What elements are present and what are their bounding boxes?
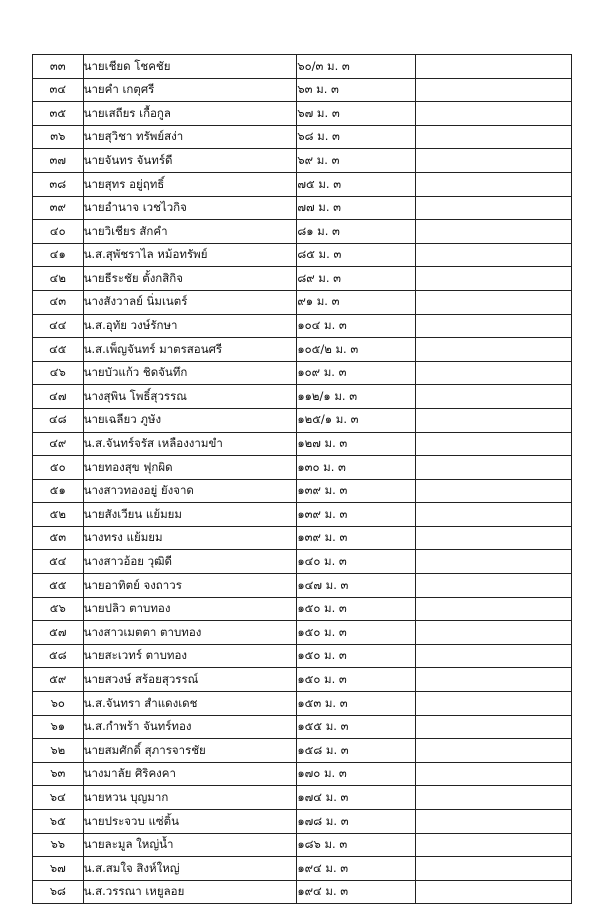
person-name: นายบัวแก้ว ชิดจันทึก (83, 361, 297, 385)
table-row (33, 314, 572, 338)
house-address: ๑๓๐ ม. ๓ (297, 456, 416, 480)
person-name: นายสะเวทร์ ตาบทอง (83, 644, 297, 668)
table-row (33, 574, 572, 598)
house-address: ๑๔๐ ม. ๓ (297, 550, 416, 574)
house-address: ๑๘๖ ม. ๓ (297, 833, 416, 857)
house-address: ๘๑ ม. ๓ (297, 220, 416, 244)
person-name: น.ส.อุทัย วงษ์รักษา (83, 314, 297, 338)
person-name: นายสวงษ์ สร้อยสุวรรณ์ (83, 668, 297, 692)
blank-cell (416, 668, 572, 692)
table-row (33, 550, 572, 574)
table-row (33, 668, 572, 692)
table-row (33, 243, 572, 267)
blank-cell (416, 196, 572, 220)
table-row (33, 290, 572, 314)
row-number: ๔๘ (33, 408, 84, 432)
person-name: นางทรง แย้มยม (83, 526, 297, 550)
house-address: ๑๕๓ ม. ๓ (297, 692, 416, 716)
house-address: ๑๕๐ ม. ๓ (297, 668, 416, 692)
blank-cell (416, 243, 572, 267)
roster-body (33, 55, 572, 904)
house-address: ๑๓๙ ม. ๓ (297, 479, 416, 503)
table-row (33, 833, 572, 857)
blank-cell (416, 692, 572, 716)
row-number: ๓๔ (33, 78, 84, 102)
person-name: นายอำนาจ เวชไวกิจ (83, 196, 297, 220)
person-name: นายธีระชัย ตั้งกสิกิจ (83, 267, 297, 291)
row-number: ๕๙ (33, 668, 84, 692)
table-row (33, 644, 572, 668)
row-number: ๔๑ (33, 243, 84, 267)
house-address: ๑๕๐ ม. ๓ (297, 621, 416, 645)
house-address: ๘๕ ม. ๓ (297, 243, 416, 267)
blank-cell (416, 220, 572, 244)
blank-cell (416, 810, 572, 834)
person-name: นายวิเชียร สักคำ (83, 220, 297, 244)
blank-cell (416, 762, 572, 786)
row-number: ๔๕ (33, 338, 84, 362)
person-name: น.ส.กำพร้า จันทร์ทอง (83, 715, 297, 739)
table-row (33, 220, 572, 244)
person-name: น.ส.จันทร์จรัส เหลืองงามขำ (83, 432, 297, 456)
blank-cell (416, 361, 572, 385)
blank-cell (416, 149, 572, 173)
blank-cell (416, 125, 572, 149)
row-number: ๕๓ (33, 526, 84, 550)
row-number: ๕๘ (33, 644, 84, 668)
blank-cell (416, 857, 572, 881)
person-name: นายปลิว ตาบทอง (83, 597, 297, 621)
table-row (33, 172, 572, 196)
row-number: ๕๖ (33, 597, 84, 621)
table-row (33, 55, 572, 79)
person-name: นายละมูล ใหญ่น้ำ (83, 833, 297, 857)
person-name: น.ส.วรรณา เหยูลอย (83, 880, 297, 904)
person-name: นายประจวบ แซ่ติ้น (83, 810, 297, 834)
person-name: น.ส.จันทรา สำแดงเดช (83, 692, 297, 716)
row-number: ๖๗ (33, 857, 84, 881)
house-address: ๑๒๗ ม. ๓ (297, 432, 416, 456)
table-row (33, 385, 572, 409)
blank-cell (416, 715, 572, 739)
house-address: ๑๗๔ ม. ๓ (297, 786, 416, 810)
person-name: นายคำ เกตุศรี (83, 78, 297, 102)
person-name: นางสาวทองอยู่ ยังจาด (83, 479, 297, 503)
person-name: น.ส.เพ็ญจันทร์ มาตรสอนศรี (83, 338, 297, 362)
person-name: นางสุพิน โพธิ์สุวรรณ (83, 385, 297, 409)
table-row (33, 739, 572, 763)
blank-cell (416, 479, 572, 503)
house-address: ๙๑ ม. ๓ (297, 290, 416, 314)
person-name: นายเสถียร เกื้อกูล (83, 102, 297, 126)
house-address: ๑๗๘ ม. ๓ (297, 810, 416, 834)
person-name: นายสมศักดิ์ สุภารจารชัย (83, 739, 297, 763)
house-address: ๘๙ ม. ๓ (297, 267, 416, 291)
house-address: ๑๒๕/๑ ม. ๓ (297, 408, 416, 432)
person-name: นายจันทร จันทร์ดี (83, 149, 297, 173)
blank-cell (416, 597, 572, 621)
row-number: ๕๔ (33, 550, 84, 574)
person-name: นายทองสุข ฟุกผิด (83, 456, 297, 480)
blank-cell (416, 550, 572, 574)
person-name: นางสังวาลย์ นิ่มเนตร์ (83, 290, 297, 314)
row-number: ๔๐ (33, 220, 84, 244)
blank-cell (416, 526, 572, 550)
table-row (33, 408, 572, 432)
house-address: ๑๔๗ ม. ๓ (297, 574, 416, 598)
blank-cell (416, 739, 572, 763)
table-row (33, 361, 572, 385)
table-row (33, 692, 572, 716)
person-name: นางสาวเมตตา ตาบทอง (83, 621, 297, 645)
table-row (33, 762, 572, 786)
blank-cell (416, 574, 572, 598)
blank-cell (416, 385, 572, 409)
row-number: ๖๒ (33, 739, 84, 763)
blank-cell (416, 338, 572, 362)
house-address: ๑๑๒/๑ ม. ๓ (297, 385, 416, 409)
person-name: นายสุทร อยู่ฤทธิ์ (83, 172, 297, 196)
house-address: ๑๕๐ ม. ๓ (297, 597, 416, 621)
person-name: นางสาวอ้อย วุฒิดี (83, 550, 297, 574)
table-row (33, 102, 572, 126)
person-name: นายเฉลียว ภูษัง (83, 408, 297, 432)
blank-cell (416, 290, 572, 314)
house-address: ๑๓๙ ม. ๓ (297, 526, 416, 550)
person-name: น.ส.สุพัชราไล หม้อทรัพย์ (83, 243, 297, 267)
person-name: นางมาลัย ศิริคงคา (83, 762, 297, 786)
person-name: นายหวน บุญมาก (83, 786, 297, 810)
house-address: ๑๗๐ ม. ๓ (297, 762, 416, 786)
house-address: ๖๓ ม. ๓ (297, 78, 416, 102)
table-row (33, 597, 572, 621)
blank-cell (416, 456, 572, 480)
row-number: ๕๒ (33, 503, 84, 527)
blank-cell (416, 432, 572, 456)
row-number: ๕๑ (33, 479, 84, 503)
table-row (33, 479, 572, 503)
row-number: ๕๕ (33, 574, 84, 598)
blank-cell (416, 78, 572, 102)
person-name: น.ส.สมใจ สิงห์ใหญ่ (83, 857, 297, 881)
row-number: ๕๗ (33, 621, 84, 645)
row-number: ๓๓ (33, 55, 84, 79)
person-name: นายสุวิชา ทรัพย์สง่า (83, 125, 297, 149)
table-row (33, 880, 572, 904)
house-address: ๑๕๕ ม. ๓ (297, 715, 416, 739)
blank-cell (416, 833, 572, 857)
row-number: ๔๙ (33, 432, 84, 456)
row-number: ๔๒ (33, 267, 84, 291)
house-address: ๑๐๙ ม. ๓ (297, 361, 416, 385)
row-number: ๓๖ (33, 125, 84, 149)
table-row (33, 786, 572, 810)
house-address: ๖๗ ม. ๓ (297, 102, 416, 126)
table-row (33, 456, 572, 480)
row-number: ๖๐ (33, 692, 84, 716)
row-number: ๖๓ (33, 762, 84, 786)
table-row (33, 810, 572, 834)
row-number: ๓๙ (33, 196, 84, 220)
house-address: ๖๙ ม. ๓ (297, 149, 416, 173)
table-row (33, 715, 572, 739)
table-row (33, 857, 572, 881)
table-row (33, 267, 572, 291)
blank-cell (416, 644, 572, 668)
blank-cell (416, 55, 572, 79)
row-number: ๖๖ (33, 833, 84, 857)
blank-cell (416, 267, 572, 291)
house-address: ๖๐/๓ ม. ๓ (297, 55, 416, 79)
blank-cell (416, 503, 572, 527)
blank-cell (416, 786, 572, 810)
house-address: ๑๕๐ ม. ๓ (297, 644, 416, 668)
house-address: ๑๕๘ ม. ๓ (297, 739, 416, 763)
table-row (33, 621, 572, 645)
table-row (33, 78, 572, 102)
row-number: ๔๔ (33, 314, 84, 338)
house-address: ๗๕ ม. ๓ (297, 172, 416, 196)
roster-table (32, 54, 572, 904)
row-number: ๓๗ (33, 149, 84, 173)
blank-cell (416, 102, 572, 126)
house-address: ๑๙๔ ม. ๓ (297, 880, 416, 904)
table-row (33, 432, 572, 456)
table-row (33, 503, 572, 527)
row-number: ๖๑ (33, 715, 84, 739)
blank-cell (416, 314, 572, 338)
person-name: นายอาทิตย์ จงถาวร (83, 574, 297, 598)
row-number: ๖๔ (33, 786, 84, 810)
house-address: ๗๗ ม. ๓ (297, 196, 416, 220)
row-number: ๔๖ (33, 361, 84, 385)
table-row (33, 526, 572, 550)
house-address: ๖๘ ม. ๓ (297, 125, 416, 149)
row-number: ๕๐ (33, 456, 84, 480)
table-row (33, 338, 572, 362)
blank-cell (416, 880, 572, 904)
row-number: ๔๗ (33, 385, 84, 409)
blank-cell (416, 172, 572, 196)
row-number: ๓๕ (33, 102, 84, 126)
row-number: ๓๘ (33, 172, 84, 196)
table-row (33, 149, 572, 173)
person-name: นายสังเวียน แย้มยม (83, 503, 297, 527)
row-number: ๔๓ (33, 290, 84, 314)
house-address: ๑๙๔ ม. ๓ (297, 857, 416, 881)
house-address: ๑๐๕/๒ ม. ๓ (297, 338, 416, 362)
blank-cell (416, 408, 572, 432)
table-row (33, 125, 572, 149)
person-name: นายเชียด โชคชัย (83, 55, 297, 79)
row-number: ๖๕ (33, 810, 84, 834)
house-address: ๑๓๙ ม. ๓ (297, 503, 416, 527)
house-address: ๑๐๔ ม. ๓ (297, 314, 416, 338)
blank-cell (416, 621, 572, 645)
table-row (33, 196, 572, 220)
row-number: ๖๘ (33, 880, 84, 904)
